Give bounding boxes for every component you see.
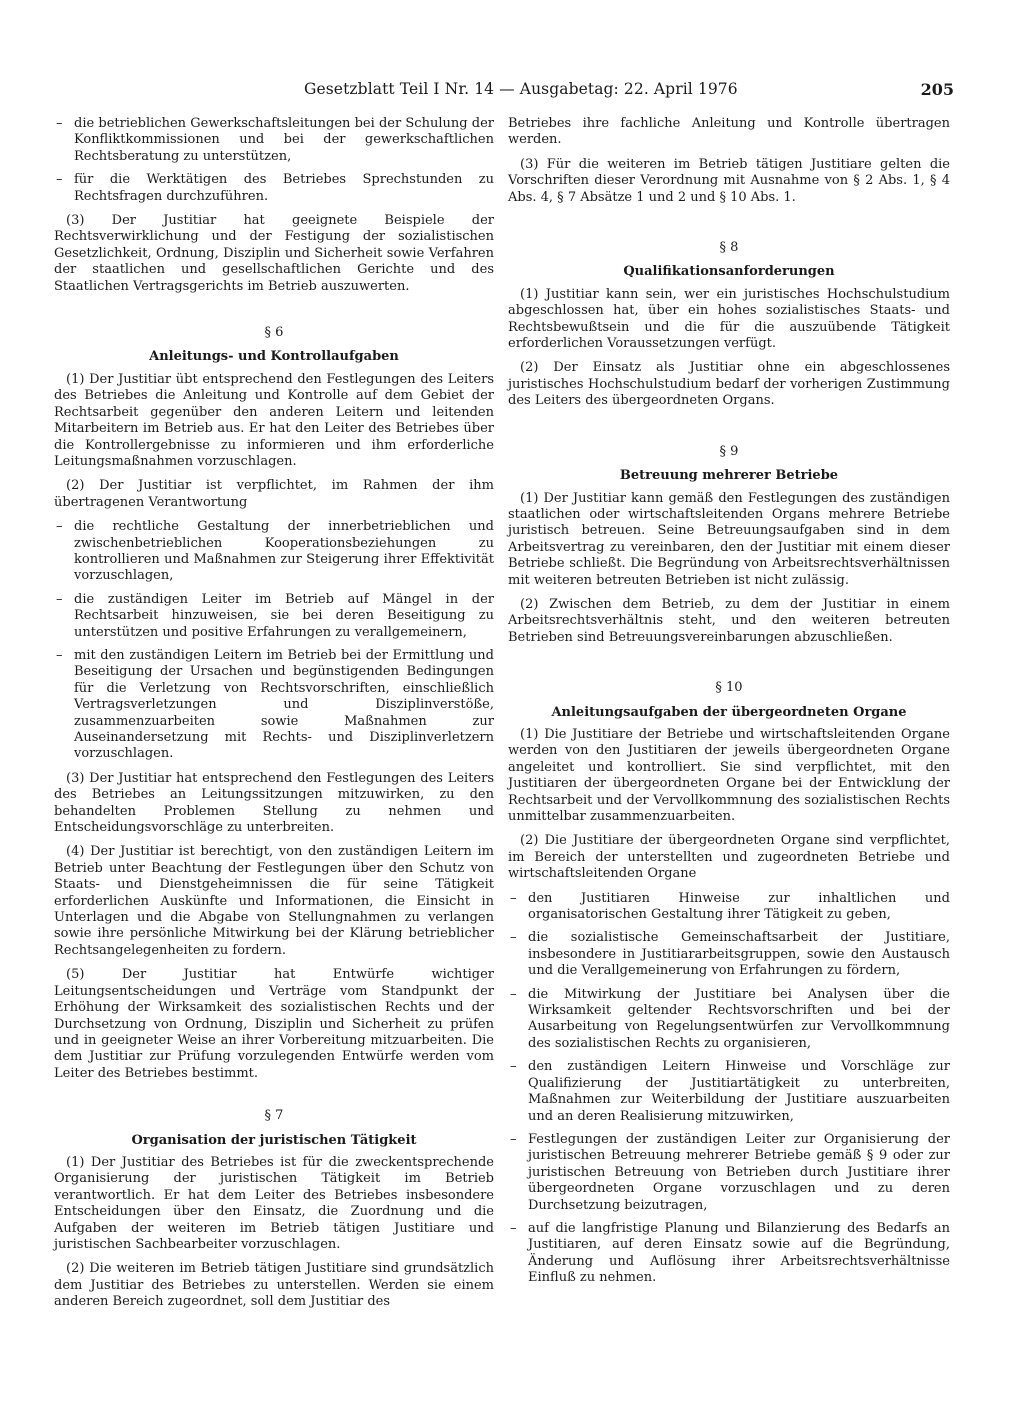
list-item: – mit den zuständigen Leitern im Betrieb bei der Ermittlung und Beseitigung der Ursachen und begünstigenden Bedingungen für die Verletzung von Rechtsvorschriften, einschließlich Vertragsverletzungen und Disziplinverstöße, zusammenzuarbeiten sowie Maßnahmen zur Auseinandersetzung mit Rechts- und Disziplinverletzern vorzuschlagen. (54, 648, 494, 763)
section-title: Qualifikationsanforderungen (623, 264, 835, 280)
paragraph: (3) Für die weiteren im Betrieb tätigen Justitiare gelten die Vorschriften dieser Verordnung mit Ausnahme von § 2 Abs. 1, § 4 Abs. 4, § 7 Absätze 1 und 2 und § 10 Abs. 1. (508, 156, 950, 205)
section-number: § 6 (264, 325, 284, 341)
list-item: – den zuständigen Leitern Hinweise und Vorschläge zur Qualifizierung der Justitiartätigkeit zu unterbreiten, Maßnahmen zur Weiterbildung der Justitiare auszuarbeiten und an deren Realisierung mitzuwirken, (508, 1059, 950, 1125)
paragraph: (2) Die Justitiare der übergeordneten Organe sind verpflichtet, im Bereich der unterstellten und zugeordneten Betriebe und wirtschaftsleitenden Organe (508, 833, 950, 882)
page-number: 205 (920, 80, 954, 99)
paragraph: (2) Zwischen dem Betrieb, zu dem der Justitiar in einem Arbeitsrechtsverhältnis steht, und den weiteren betreuten Betrieben sind Betreuungsvereinbarungen abzuschließen. (508, 596, 950, 645)
section-number: § 8 (719, 240, 739, 256)
section-number: § 7 (264, 1108, 284, 1124)
paragraph: (3) Der Justitiar hat entsprechend den Festlegungen des Leiters des Betriebes an Leitungssitzungen mitzuwirken, zu den behandelten Problemen Stellung zu nehmen und Entscheidungsvorschläge zu unterbreiten. (54, 770, 494, 836)
paragraph: (2) Die weiteren im Betrieb tätigen Justitiare sind grundsätzlich dem Justitiar des Betriebes zu unterstellen. Werden sie einem anderen Bereich zugeordnet, soll dem Justitiar des (54, 1261, 494, 1310)
section-number: § 9 (719, 443, 739, 459)
right-column (508, 116, 950, 1295)
list-item: – auf die langfristige Planung und Bilanzierung des Bedarfs an Justitiaren, auf deren Einsatz sowie auf die Begründung, Änderung und Auflösung ihrer Arbeitsrechtsverhältnisse Einfluß zu nehmen. (508, 1221, 950, 1287)
paragraph: (1) Der Justitiar des Betriebes ist für die zweckentsprechende Organisierung der juristischen Tätigkeit im Betrieb verantwortlich. Er hat dem Leiter des Betriebes insbesondere Entscheidungen über den Einsatz, die Zuordnung und die Aufgaben der weiteren im Betrieb tätigen Justitiare und juristischen Sachbearbeiter vorzuschlagen. (54, 1154, 494, 1252)
list-item: – die Mitwirkung der Justitiare bei Analysen über die Wirksamkeit geltender Rechtsvorschriften und bei der Ausarbeitung von Regelungsentwürfen zur Vervollkommnung des sozialistischen Rechts zu organisieren, (508, 987, 950, 1053)
paragraph: (1) Der Justitiar kann gemäß den Festlegungen des zuständigen staatlichen oder wirtschaftsleitenden Organs mehrere Betriebe juristisch betreuen. Seine Betreuungsaufgaben sind in dem Arbeitsvertrag zu vereinbaren, den der Justitiar mit einem dieser Betriebe schließt. Die Begründung von Arbeitsrechtsverhältnissen mit weiteren betreuten Betrieben ist nicht zulässig. (508, 490, 950, 588)
list-item: – die zuständigen Leiter im Betrieb auf Mängel in der Rechtsarbeit hinzuweisen, sie bei deren Beseitigung zu unterstützen und positive Erfahrungen zu verallgemeinern, (54, 592, 494, 641)
paragraph: (1) Der Justitiar übt entsprechend den Festlegungen des Leiters des Betriebes die Anleitung und Kontrolle auf dem Gebiet der Rechtsarbeit gegenüber den anderen Leitern und leitenden Mitarbeitern im Betrieb aus. Er hat den Leiter des Betriebes über die Kontrollergebnisse zu informieren und ihm erforderliche Leitungsmaßnahmen vorzuschlagen. (54, 371, 494, 469)
s10-list (508, 891, 950, 1287)
paragraph: (3) Der Justitiar hat geeignete Beispiele der Rechtsverwirklichung und der Festigung der sozialistischen Gesetzlichkeit, Ordnung, Disziplin und Sicherheit sowie Verfahren der staatlichen und gesellschaftlichen Gerichte und des Staatlichen Vertragsgerichts im Betrieb auszuwerten. (54, 213, 494, 294)
section-title: Betreuung mehrerer Betriebe (619, 468, 839, 484)
list-item: – Festlegungen der zuständigen Leiter zur Organisierung der juristischen Betreuung mehrerer Betriebe gemäß § 9 oder zur juristischen Betreuung von Betrieben durch Justitiare ihrer übergeordneten Organe vorzuschlagen und zu deren Durchsetzung beizutragen, (508, 1132, 950, 1214)
section-title: Organisation der juristischen Tätigkeit (131, 1132, 417, 1148)
paragraph: (1) Die Justitiare der Betriebe und wirtschaftsleitenden Organe werden von den Justitiaren der jeweils übergeordneten Organe angeleitet und kontrolliert. Sie sind verpflichtet, mit den Justitiaren der übergeordneten Organe bei der Entwicklung der Rechtsarbeit und der Vervollkommnung des sozialistischen Rechts unmittelbar zusammenzuarbeiten. (508, 726, 950, 824)
paragraph: (4) Der Justitiar ist berechtigt, von den zuständigen Leitern im Betrieb unter Beachtung der Festlegungen über den Schutz von Staats- und Dienstgeheimnissen die für seine Tätigkeit erforderlichen Auskünfte und Informationen, die Einsicht in Unterlagen und die Abgabe von Stellungnahmen zu verlangen sowie ihre persönliche Mitwirkung bei der Klärung betrieblicher Rechtsangelegenheiten zu fordern. (54, 844, 494, 958)
list-item: – für die Werktätigen des Betriebes Sprechstunden zu Rechtsfragen durchzuführen. (54, 172, 494, 205)
paragraph: (5) Der Justitiar hat Entwürfe wichtiger Leitungsentscheidungen und Verträge vom Standpunkt der Erhöhung der Wirksamkeit des sozialistischen Rechts und der Durchsetzung von Ordnung, Disziplin und Sicherheit zu prüfen und in geeigneter Weise an ihrer Vorbereitung mitzuarbeiten. Die dem Justitiar zur Prüfung vorzulegenden Entwürfe werden vom Leiter des Betriebes bestimmt. (54, 967, 494, 1081)
paragraph: (1) Justitiar kann sein, wer ein juristisches Hochschulstudium abgeschlossen hat, über ein hohes sozialistisches Staats- und Rechtsbewußtsein und die für die auszuübende Tätigkeit erforderlichen Voraussetzungen verfügt. (508, 286, 950, 352)
list-item: – den Justitiaren Hinweise zur inhaltlichen und organisatorischen Gestaltung ihrer Tätigkeit zu geben, (508, 891, 950, 924)
list-item: – die betrieblichen Gewerkschaftsleitungen bei der Schulung der Konfliktkommissionen und bei der gewerkschaftlichen Rechtsberatung zu unterstützen, (54, 116, 494, 165)
list-item: – die rechtliche Gestaltung der innerbetrieblichen und zwischenbetrieblichen Kooperationsbeziehungen zu kontrollieren und Maßnahmen zur Steigerung ihrer Effektivität vorzuschlagen, (54, 519, 494, 585)
section-title: Anleitungs- und Kontrollaufgaben (149, 349, 399, 365)
s6-list (54, 519, 494, 763)
page-header (54, 80, 954, 102)
left-column (54, 116, 494, 1319)
section-number: § 10 (715, 680, 743, 696)
paragraph: (2) Der Einsatz als Justitiar ohne ein abgeschlossenes juristisches Hochschulstudium bedarf der vorherigen Zustimmung des Leiters des übergeordneten Organs. (508, 360, 950, 409)
intro-list (54, 116, 494, 205)
section-title: Anleitungsaufgaben der übergeordneten Organe (551, 704, 907, 720)
list-item: – die sozialistische Gemeinschaftsarbeit der Justitiare, insbesondere in Justitiararbeitsgruppen, sowie den Austausch und die Verallgemeinerung von Erfahrungen zu fördern, (508, 930, 950, 979)
paragraph: (2) Der Justitiar ist verpflichtet, im Rahmen der ihm übertragenen Verantwortung (54, 478, 494, 510)
gazette-title: Gesetzblatt Teil I Nr. 14 — Ausgabetag: 22. April 1976 (304, 80, 738, 98)
paragraph: Betriebes ihre fachliche Anleitung und Kontrolle übertragen werden. (508, 116, 950, 148)
